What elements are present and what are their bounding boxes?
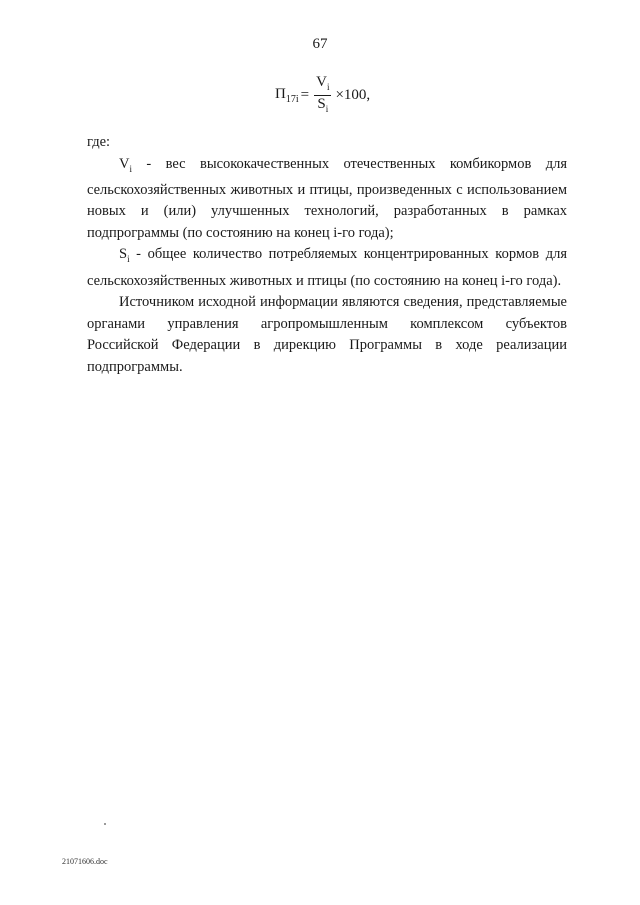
- formula-denominator: [315, 96, 330, 117]
- formula-equals: =: [300, 86, 310, 103]
- page-number: 67: [312, 36, 328, 52]
- where-label: где:: [87, 134, 111, 150]
- margin-mark: [104, 823, 106, 825]
- source-paragraph: Источником исходной информации являются сведения, представляемые органами управления агропромышленным комплексом субъектов Российской Федерации в дирекцию Программы в ходе реализации подпрограммы.: [87, 294, 567, 375]
- definition-v: [87, 154, 567, 245]
- formula-denominator-subscript: i: [325, 103, 329, 114]
- formula: [275, 74, 370, 116]
- formula-tail: ×100,: [335, 86, 371, 103]
- formula-numerator-subscript: i: [326, 81, 330, 92]
- definition-v-symbol: V: [119, 155, 130, 172]
- formula-numerator-symbol: V: [316, 73, 327, 90]
- definition-s: [87, 244, 567, 292]
- definition-s-symbol: S: [119, 246, 128, 263]
- formula-lhs-subscript: 17i: [285, 93, 299, 105]
- formula-lhs-symbol: П: [275, 85, 286, 102]
- definition-v-text: - вес высококачественных отечественных комбикормов для сельскохозяйственных животных и птицы, произведенных с использованием новых и (или) улучшенных технологий, разработанных в рамках подпрограммы (по состоянию на конец i-го года);: [87, 155, 567, 241]
- definition-s-text: - общее количество потребляемых концентрированных кормов для сельскохозяйственных животных и птицы (по состоянию на конец i-го года).: [87, 246, 567, 289]
- formula-numerator: [314, 74, 331, 95]
- formula-denominator-symbol: S: [317, 95, 326, 112]
- footer-document-name: 21071606.doc: [62, 857, 108, 866]
- formula-lhs: [275, 86, 299, 105]
- formula-fraction: [314, 74, 331, 117]
- body-text: [87, 132, 567, 378]
- definition-s-subscript: i: [127, 254, 130, 265]
- definition-v-subscript: i: [129, 163, 132, 174]
